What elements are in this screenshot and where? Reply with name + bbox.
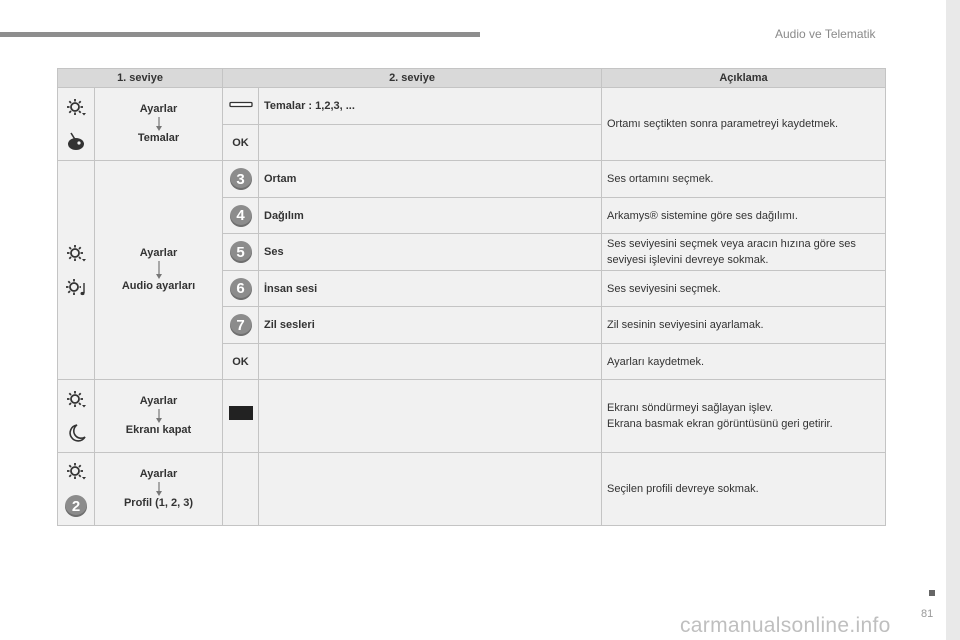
- level1-path-cell: [95, 453, 223, 526]
- col-header-level2: 2. seviye: [223, 69, 602, 88]
- table-row: [58, 453, 886, 526]
- option-label: [259, 125, 602, 161]
- marker-cell: [223, 307, 259, 344]
- marker-cell: [223, 161, 259, 198]
- level1-icons-cell: [58, 380, 95, 453]
- marker-cell: [223, 88, 259, 125]
- arrow-down-icon: [154, 482, 164, 496]
- table-row: [58, 161, 886, 198]
- description-line: Ekranı söndürmeyi sağlayan işlev.: [607, 402, 774, 414]
- description-line: Ekrana basmak ekran görüntüsünü geri getirir.: [607, 418, 833, 430]
- marker-cell: [223, 380, 259, 453]
- step-number-badge: 5: [230, 241, 252, 263]
- option-description: Ses seviyesini seçmek veya aracın hızına göre ses seviyesi işlevini devreye sokmak.: [602, 234, 886, 271]
- level1-path-cell: [95, 88, 223, 161]
- option-description: Zil sesinin seviyesini ayarlamak.: [602, 307, 886, 344]
- option-label: İnsan sesi: [259, 271, 602, 307]
- col-header-description: Açıklama: [602, 69, 886, 88]
- level1-from-label: Ayarlar: [139, 468, 178, 480]
- section-title: Audio ve Telematik: [775, 27, 876, 41]
- settings-gear-icon: [65, 243, 87, 263]
- screen-off-icon: [229, 406, 253, 420]
- level1-to-label: Profil (1, 2, 3): [123, 497, 194, 509]
- option-description: Ses ortamını seçmek.: [602, 161, 886, 198]
- marker-cell: [223, 271, 259, 307]
- option-description: Ayarları kaydetmek.: [602, 344, 886, 380]
- option-label: [259, 344, 602, 380]
- step-number-badge: 4: [230, 205, 252, 227]
- option-description: [602, 380, 886, 453]
- audio-settings-icon: [65, 277, 87, 297]
- level1-from-label: Ayarlar: [139, 103, 178, 115]
- level1-icons-cell: [58, 453, 95, 526]
- level1-path-cell: [95, 161, 223, 380]
- level1-to-label: Audio ayarları: [121, 280, 196, 292]
- step-number-badge: 2: [65, 495, 87, 517]
- level1-path-cell: [95, 380, 223, 453]
- arrow-down-icon: [154, 261, 164, 279]
- watermark: carmanualsonline.info: [680, 614, 891, 637]
- step-number-badge: 7: [230, 314, 252, 336]
- settings-gear-icon: [65, 97, 87, 117]
- bar-icon: [229, 101, 253, 109]
- table-row: [58, 88, 886, 125]
- option-description: Ortamı seçtikten sonra parametreyi kaydetmek.: [602, 88, 886, 161]
- level1-from-label: Ayarlar: [139, 247, 178, 259]
- page-marker: [929, 590, 935, 596]
- option-label: Dağılım: [259, 198, 602, 234]
- step-number-badge: 6: [230, 278, 252, 300]
- level1-icons-cell: [58, 161, 95, 380]
- top-rule: [0, 32, 480, 37]
- table-row: [58, 380, 886, 453]
- moon-icon: [65, 423, 87, 443]
- settings-gear-icon: [65, 461, 87, 481]
- settings-menu-table: [57, 68, 886, 526]
- marker-cell: [223, 234, 259, 271]
- table-header-row: [58, 69, 886, 88]
- level1-icons-cell: [58, 88, 95, 161]
- step-number-badge: 3: [230, 168, 252, 190]
- option-label: Ses: [259, 234, 602, 271]
- paint-palette-icon: [65, 131, 87, 151]
- option-label: Ortam: [259, 161, 602, 198]
- empty-label-cell: [259, 380, 602, 453]
- page-number: 81: [921, 608, 934, 620]
- arrow-down-icon: [154, 409, 164, 423]
- option-description: Arkamys® sistemine göre ses dağılımı.: [602, 198, 886, 234]
- marker-cell: [223, 198, 259, 234]
- settings-gear-icon: [65, 389, 87, 409]
- level1-to-label: Ekranı kapat: [125, 424, 192, 436]
- level1-to-label: Temalar: [137, 132, 180, 144]
- option-label: Temalar : 1,2,3, ...: [259, 88, 602, 125]
- empty-label-cell: [259, 453, 602, 526]
- arrow-down-icon: [154, 117, 164, 131]
- level1-from-label: Ayarlar: [139, 395, 178, 407]
- page-edge-strip: [946, 0, 960, 640]
- ok-marker: OK: [223, 344, 259, 380]
- col-header-level1: 1. seviye: [58, 69, 223, 88]
- option-description: Ses seviyesini seçmek.: [602, 271, 886, 307]
- option-label: Zil sesleri: [259, 307, 602, 344]
- empty-marker-cell: [223, 453, 259, 526]
- option-description: Seçilen profili devreye sokmak.: [602, 453, 886, 526]
- ok-marker: OK: [223, 125, 259, 161]
